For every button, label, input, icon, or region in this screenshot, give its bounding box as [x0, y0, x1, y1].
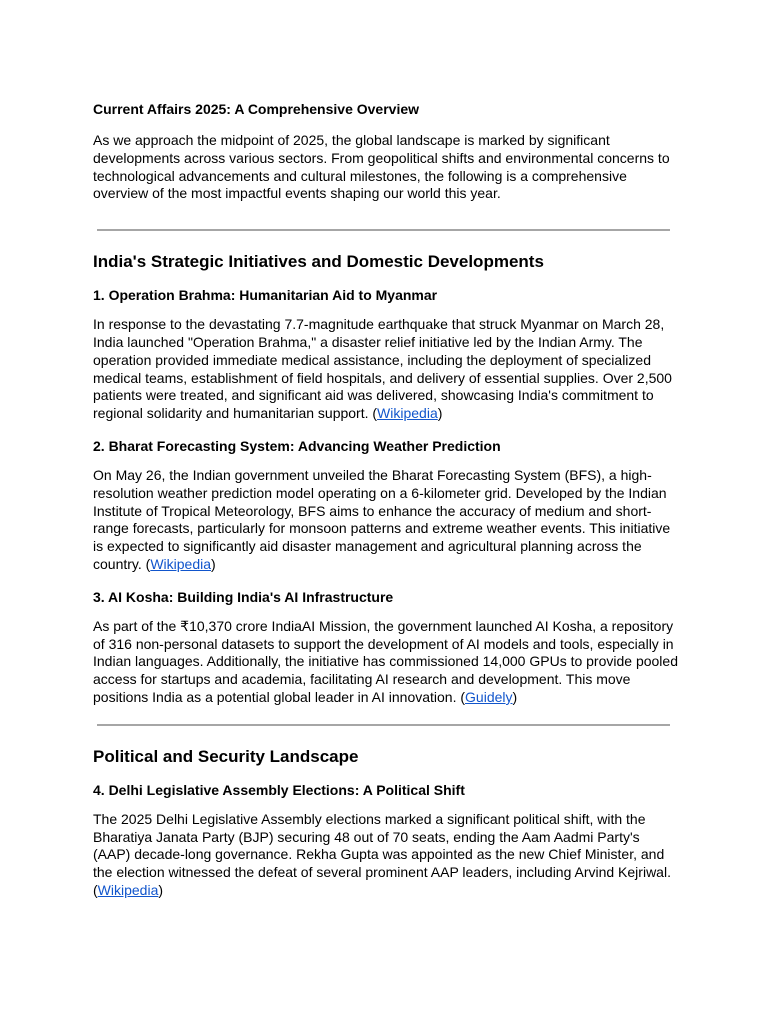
source-link-wikipedia[interactable]: Wikipedia — [97, 881, 159, 898]
document-page — [93, 99, 679, 900]
item-body-text: In response to the devastating 7.7-magnitude earthquake that struck Myanmar on March 28, India launched "Operation Brahma," a disaster relief initiative led by the Indian Army. The operation provided immediate medical assistance, including the deployment of specialized medical teams, establishment of field hospitals, and delivery of essential supplies. Over 2,500 patients were treated, and significant aid was delivered, showcasing India's commitment to regional solidarity and humanitarian support. ( — [93, 316, 672, 422]
source-link-guidely[interactable]: Guidely — [465, 688, 513, 705]
item-body-close: ) — [512, 688, 518, 705]
item-body-close: ) — [158, 881, 164, 898]
item-body-delhi-elections — [93, 811, 679, 900]
section-heading-political: Political and Security Landscape — [93, 746, 359, 766]
item-body-text: The 2025 Delhi Legislative Assembly elections marked a significant political shift, with the Bharatiya Janata Party (BJP) securing 48 out of 70 seats, ending the Aam Aadmi Party's (AAP) decade-long governance. Rekha Gupta was appointed as the new Chief Minister, and the election witnessed the defeat of several prominent AAP leaders, including Arvind Kejriwal. ( — [93, 810, 671, 898]
intro-paragraph: As we approach the midpoint of 2025, the global landscape is marked by significant developments across various sectors. From geopolitical shifts and environmental concerns to technological advancements and cultural milestones, the following is a comprehensive overview of the most impactful events shaping our world this year. — [93, 132, 670, 202]
source-link-wikipedia[interactable]: Wikipedia — [150, 555, 212, 572]
item-heading-ai-kosha: 3. AI Kosha: Building India's AI Infrastructure — [93, 588, 394, 605]
item-body-bharat-forecasting — [93, 467, 679, 574]
item-body-close: ) — [437, 405, 443, 422]
item-heading-bharat-forecasting: 2. Bharat Forecasting System: Advancing Weather Prediction — [93, 437, 501, 454]
section-heading-india: India's Strategic Initiatives and Domestic Developments — [93, 252, 544, 272]
item-heading-delhi-elections: 4. Delhi Legislative Assembly Elections: A Political Shift — [93, 781, 465, 798]
item-body-operation-brahma — [93, 316, 679, 423]
item-heading-operation-brahma: 1. Operation Brahma: Humanitarian Aid to Myanmar — [93, 287, 438, 304]
document-title: Current Affairs 2025: A Comprehensive Overview — [93, 101, 420, 117]
item-body-ai-kosha — [93, 618, 679, 707]
section-divider — [97, 724, 670, 726]
item-body-text: On May 26, the Indian government unveiled the Bharat Forecasting System (BFS), a high-resolution weather prediction model operating on a 6-kilometer grid. Developed by the Indian Institute of Tropical Meteorology, BFS aims to enhance the accuracy of medium and short-range forecasts, particularly for monsoon patterns and extreme weather events. This initiative is expected to significantly aid disaster management and agricultural planning across the country. ( — [93, 466, 671, 572]
item-body-close: ) — [211, 555, 216, 572]
item-body-text: As part of the ₹10,370 crore IndiaAI Mission, the government launched AI Kosha, a repository of 316 non-personal datasets to support the development of AI models and tools, especially in Indian languages. Additionally, the initiative has commissioned 14,000 GPUs to provide pooled access for startups and academia, facilitating AI research and development. This move positions India as a potential global leader in AI innovation. ( — [93, 617, 678, 705]
source-link-wikipedia[interactable]: Wikipedia — [377, 405, 438, 422]
section-divider — [97, 229, 670, 231]
